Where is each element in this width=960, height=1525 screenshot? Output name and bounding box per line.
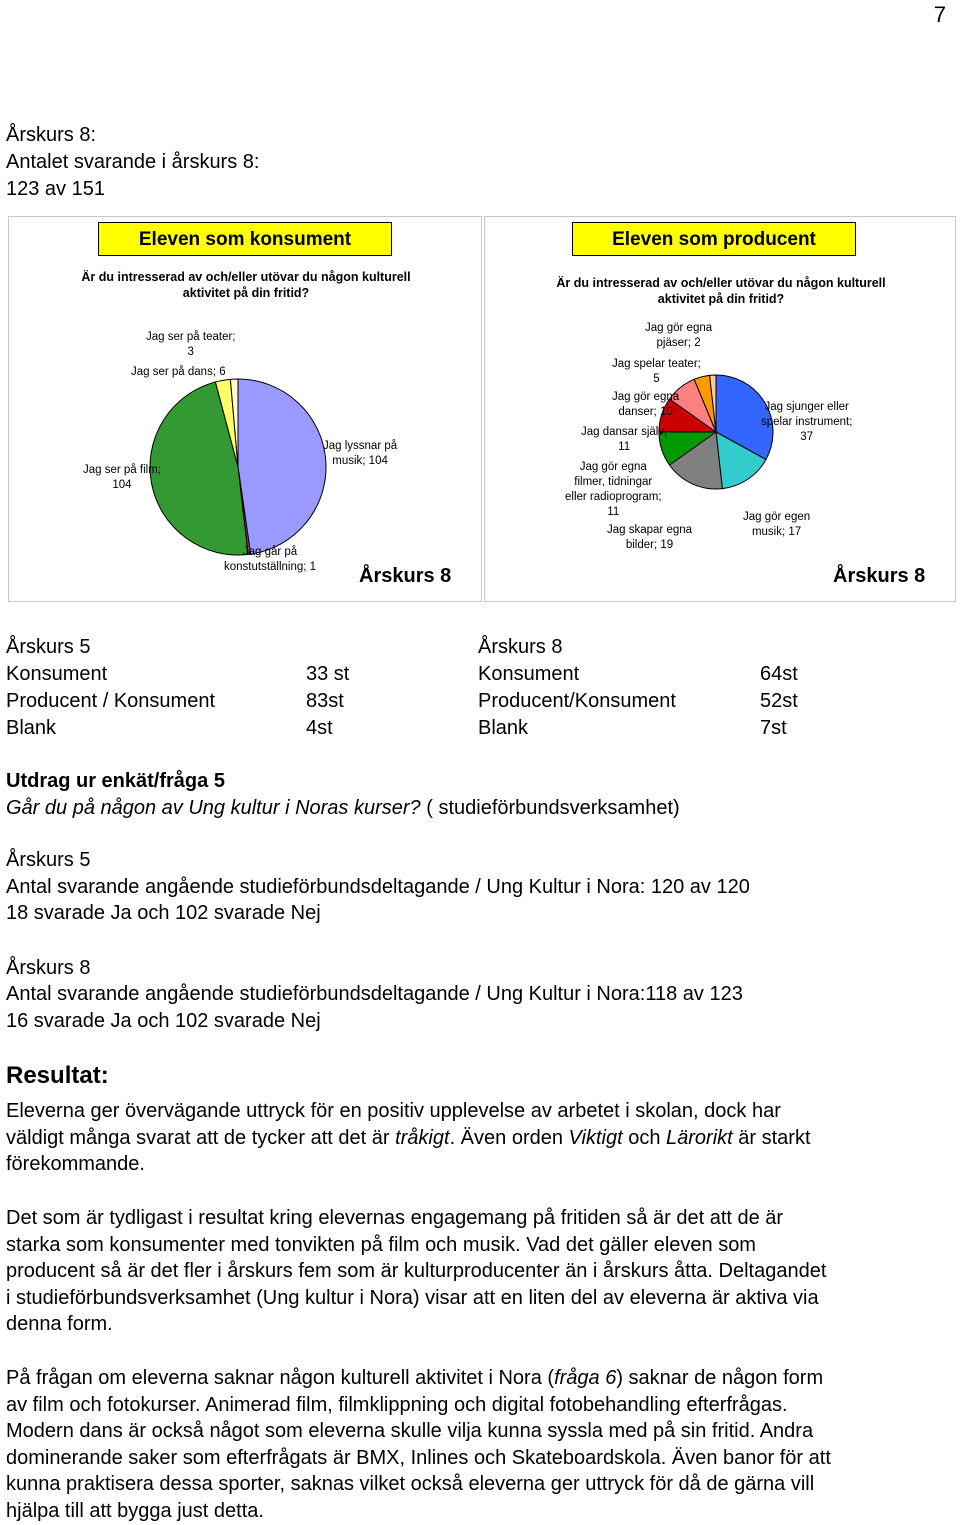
- label-musik: Jag lyssnar på musik; 104: [323, 440, 398, 467]
- excerpt-block: [6, 768, 954, 1034]
- resultat-paragraph-1: Eleverna ger övervägande uttryck för en positiv upplevelse av arbetet i skolan, dock har väldigt många svarat att de tycker att det är tråkigt. Även orden Viktigt och Lärorikt är starkt förekommande.: [6, 1100, 811, 1175]
- summary-label: Producent / Konsument: [6, 690, 216, 712]
- producer-banner: Eleven som producent: [572, 222, 856, 256]
- excerpt-ak5-title: Årskurs 5: [6, 849, 91, 871]
- excerpt-ak8-title: Årskurs 8: [6, 956, 91, 979]
- label-dansar: Jag dansar själv; 11: [581, 426, 668, 453]
- label-teater: Jag ser på teater; 3: [146, 331, 236, 358]
- consumer-question: Är du intresserad av och/eller utövar du någon kulturell aktivitet på din fritid?: [81, 270, 411, 300]
- label-sjunger: Jag sjunger eller spelar instrument; 37: [761, 401, 853, 443]
- resultat-heading: Resultat:: [6, 1062, 109, 1089]
- label-bilder: Jag skapar egna bilder; 19: [607, 524, 693, 551]
- summary-label: Konsument: [478, 663, 580, 685]
- summary-label: Blank: [6, 717, 57, 739]
- summary-label: Blank: [478, 717, 529, 739]
- summary-value: 33 st: [306, 663, 350, 685]
- producer-chart-box: [484, 216, 956, 602]
- intro-line-respondents-count: 123 av 151: [6, 178, 105, 200]
- excerpt-ak5-line: 18 svarade Ja och 102 svarade Nej: [6, 902, 321, 924]
- summary-header-ak5: Årskurs 5: [6, 636, 91, 658]
- intro-line-respondents-label: Antalet svarande i årskurs 8:: [6, 151, 260, 173]
- label-teater-spel: Jag spelar teater; 5: [612, 358, 701, 385]
- summary-table: [0, 636, 960, 746]
- label-pjaser: Jag gör egna pjäser; 2: [645, 322, 713, 349]
- summary-value: 4st: [306, 717, 333, 739]
- intro-line-grade: Årskurs 8:: [6, 124, 97, 146]
- excerpt-question: Går du på någon av Ung kultur i Noras kurser? ( studieförbundsverksamhet): [6, 796, 680, 819]
- producer-pie-chart: [485, 217, 957, 603]
- producer-question: Är du intresserad av och/eller utövar du någon kulturell aktivitet på din fritid?: [556, 276, 886, 306]
- summary-value: 7st: [760, 717, 787, 739]
- page-number: 7: [933, 2, 946, 27]
- label-dans: Jag ser på dans; 6: [131, 366, 226, 378]
- label-filmer: Jag gör egna filmer, tidningar eller radioprogram; 11: [565, 461, 662, 518]
- pie-slice-jag-lyssnar-på-musik: [238, 379, 326, 554]
- excerpt-ak5-line: Antal svarande angående studieförbundsdeltagande / Ung Kultur i Nora: 120 av 120: [6, 875, 750, 898]
- summary-label: Konsument: [6, 663, 108, 685]
- producer-grade-tag: Årskurs 8: [833, 565, 926, 587]
- consumer-chart-box: [8, 216, 482, 602]
- label-konstutstallning: Jag går på konstutställning; 1: [224, 546, 317, 573]
- resultat-paragraph-3: På frågan om eleverna saknar någon kulturell aktivitet i Nora (fråga 6) saknar de någon form av film och fotokurser. Animerad film, filmklippning och digital fotobehandling efterfrågas. Modern dans är också något som eleverna skulle vilja kunna syssla med på sin fritid. Andra dominerande saker som efterfrågats är BMX, Inlines och Skateboardskola. Även banor för att kunna praktisera dessa sporter, saknas vilket också eleverna ger uttryck för då de gärna vill hjälpa till att bygga just detta.: [6, 1367, 831, 1522]
- excerpt-ak8-line: Antal svarande angående studieförbundsdeltagande / Ung Kultur i Nora:118 av 123: [6, 983, 743, 1005]
- summary-value: 52st: [760, 690, 798, 712]
- summary-header-ak8: Årskurs 8: [478, 636, 563, 658]
- consumer-banner: Eleven som konsument: [98, 222, 392, 256]
- label-danser: Jag gör egna danser; 10: [612, 391, 680, 418]
- excerpt-ak8-line: 16 svarade Ja och 102 svarade Nej: [6, 1009, 321, 1032]
- summary-label: Producent/Konsument: [478, 690, 676, 712]
- consumer-grade-tag: Årskurs 8: [359, 565, 452, 587]
- label-egen-musik: Jag gör egen musik; 17: [743, 511, 811, 538]
- summary-value: 83st: [306, 690, 344, 712]
- summary-value: 64st: [760, 663, 798, 685]
- excerpt-heading: Utdrag ur enkät/fråga 5: [6, 770, 225, 792]
- label-film: Jag ser på film; 104: [83, 464, 161, 491]
- resultat-paragraph-2: Det som är tydligast i resultat kring elevernas engagemang på fritiden så är det att de är starka som konsumenter med tonvikten på film och musik. Vad det gäller eleven som producent så är det fler i årskurs fem som är kulturproducenter än i årskurs åtta. Deltagandet i studieförbundsverksamhet (Ung kultur i Nora) visar att en liten del av eleverna är aktiva via denna form.: [6, 1207, 827, 1335]
- intro-block: [6, 122, 259, 203]
